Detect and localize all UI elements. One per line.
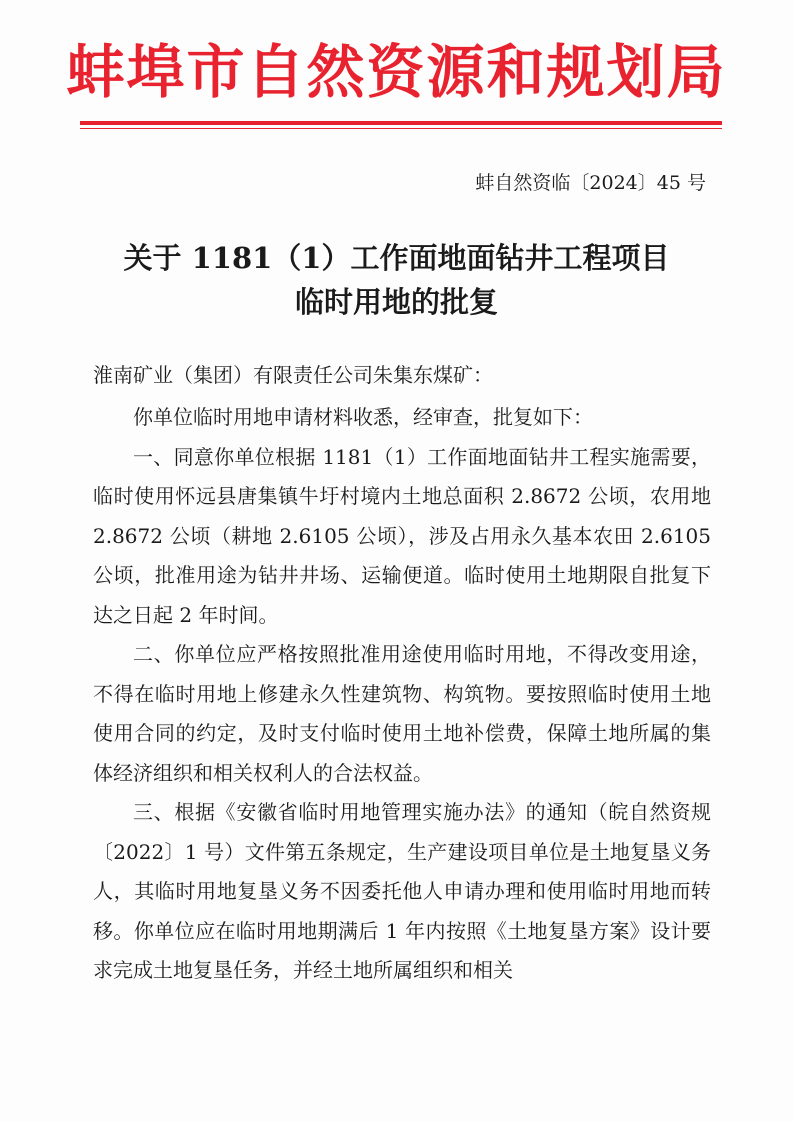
document-number: 蚌自然资临〔2024〕45 号 — [475, 172, 706, 194]
document-title-line-2: 临时用地的批复 — [294, 285, 498, 319]
document-body — [93, 398, 711, 991]
paragraph-intro: 你单位临时用地申请材料收悉，经审查，批复如下： — [133, 405, 593, 429]
paragraph-2: 二、你单位应严格按照批准用途使用临时用地，不得改变用途，不得在临时用地上修建永久性建筑物、构筑物。要按照临时使用土地使用合同的约定，及时支付临时使用土地补偿费，保障土地所属的集体经济组织和相关权利人的合法权益。 — [93, 642, 711, 785]
document-title-line-1: 关于 1181（1）工作面地面钻井工程项目 — [123, 241, 670, 275]
addressee: 淮南矿业（集团）有限责任公司朱集东煤矿： — [93, 363, 493, 387]
paragraph-3: 三、根据《安徽省临时用地管理实施办法》的通知（皖自然资规〔2022〕1 号）文件第五条规定，生产建设项目单位是土地复垦义务人，其临时用地复垦义务不因委托他人申请办理和使用临时用地而转移。你单位应在临时用地期满后 1 年内按照《土地复垦方案》设计要求完成土地复垦任务，并经土地所属组织和相关 — [93, 800, 711, 982]
agency-header: 蚌埠市自然资源和规划局 — [66, 38, 727, 106]
paragraph-1: 一、同意你单位根据 1181（1）工作面地面钻井工程实施需要，临时使用怀远县唐集镇牛圩村境内土地总面积 2.8672 公顷，农用地 2.8672 公顷（耕地 2.6105 公顷），涉及占用永久基本农田 2.6105 公顷，批准用途为钻井井场、运输便道。临时使用土地期限自批复下达之日起 2 年时间。 — [93, 444, 711, 627]
header-rule-thin — [80, 128, 722, 129]
header-rule-thick — [80, 121, 722, 125]
